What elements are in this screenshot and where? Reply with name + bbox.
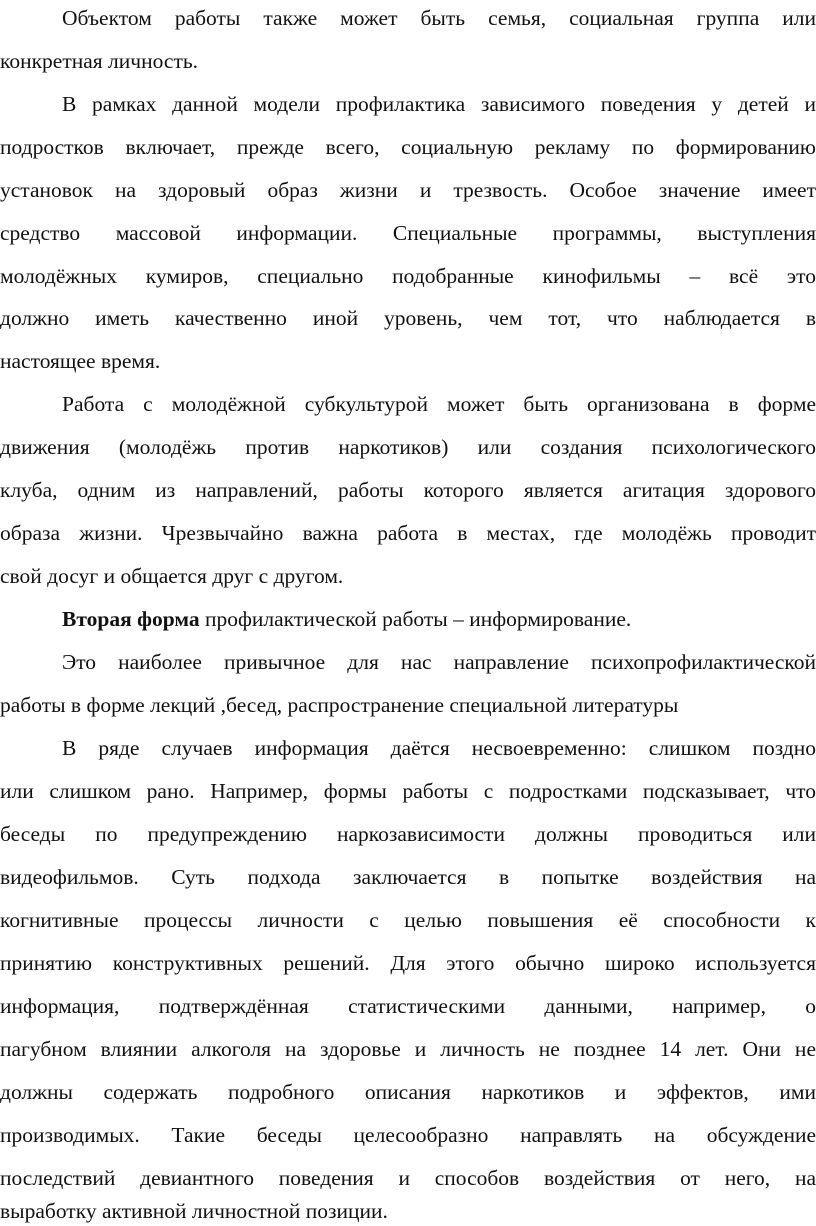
paragraph-line: движения (молодёжь против наркотиков) или создания психологического [0,435,816,459]
paragraph-line: настоящее время. [0,349,161,373]
paragraph-line: молодёжных кумиров, специально подобранные кинофильмы – всё это [0,264,816,288]
paragraph-line: пагубном влиянии алкоголя на здоровье и личность не позднее 14 лет. Они не [0,1037,816,1061]
paragraph-line: когнитивные процессы личности с целью повышения её способности к [0,908,816,932]
paragraph-line: В ряде случаев информация даётся несвоевременно: слишком поздно [62,736,816,760]
paragraph-line: подростков включает, прежде всего, социальную рекламу по формированию [0,135,816,159]
paragraph-line [0,604,816,634]
paragraph-text: профилактической работы – информирование. [199,607,632,631]
paragraph-line: должно иметь качественно иной уровень, чем тот, что наблюдается в [0,306,816,330]
paragraph-line: должны содержать подробного описания наркотиков и эффектов, ими [0,1080,816,1104]
paragraph-line: клуба, одним из направлений, работы которого является агитация здорового [0,478,816,502]
paragraph-line: Это наиболее привычное для нас направление психопрофилактической [62,650,816,674]
paragraph-line: производимых. Такие беседы целесообразно направлять на обсуждение [0,1123,816,1147]
paragraph-line: образа жизни. Чрезвычайно важна работа в местах, где молодёжь проводит [0,521,816,545]
paragraph-line: или слишком рано. Например, формы работы с подростками подсказывает, что [0,779,816,803]
paragraph-line: свой досуг и общается друг с другом. [0,564,344,588]
paragraph-line: установок на здоровый образ жизни и трезвость. Особое значение имеет [0,178,816,202]
paragraph-line: видеофильмов. Суть подхода заключается в попытке воздействия на [0,865,816,889]
paragraph-line: последствий девиантного поведения и способов воздействия от него, на [0,1166,816,1190]
paragraph-line: информация, подтверждённая статистическими данными, например, о [0,994,816,1018]
paragraph-line: работы в форме лекций ,бесед, распространение специальной литературы [0,693,679,717]
paragraph-line: средство массовой информации. Специальные программы, выступления [0,221,816,245]
paragraph-line: выработку активной личностной позиции. [0,1199,388,1223]
paragraph-line: Работа с молодёжной субкультурой может быть организована в форме [62,392,816,416]
bold-heading-text: Вторая форма [62,607,200,631]
paragraph-line: В рамках данной модели профилактика зависимого поведения у детей и [62,92,816,116]
paragraph-line: беседы по предупреждению наркозависимости должны проводиться или [0,822,816,846]
paragraph-line: конкретная личность. [0,49,199,73]
paragraph-line: принятию конструктивных решений. Для этого обычно широко используется [0,951,816,975]
paragraph-line: Объектом работы также может быть семья, социальная группа или [62,6,816,30]
